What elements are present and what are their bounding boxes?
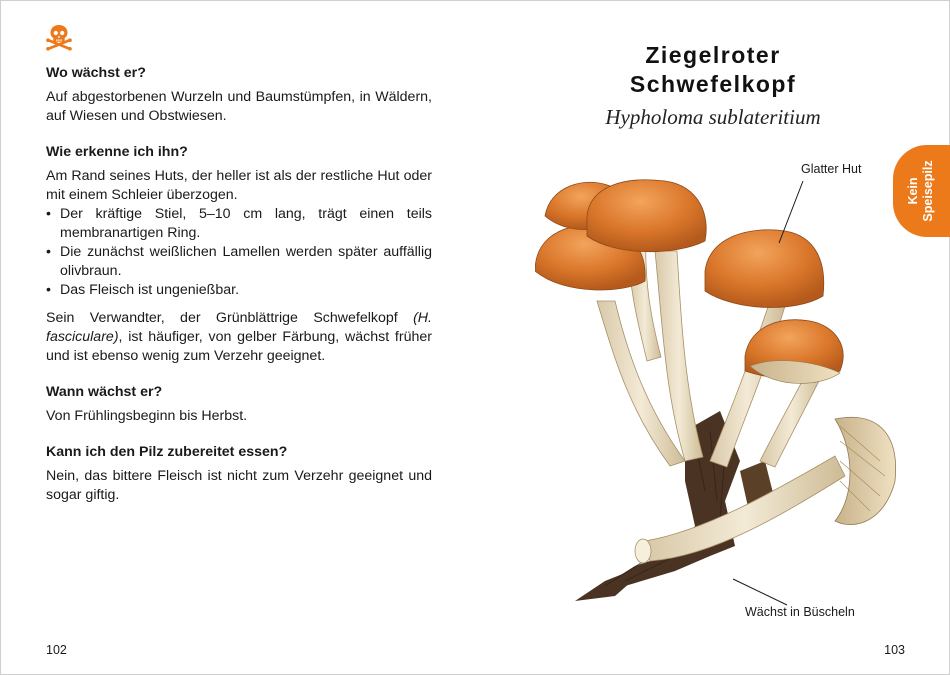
question-heading: Wo wächst er? [46,65,146,81]
left-page [1,1,475,674]
section-where [46,64,432,126]
list-item: • Die zunächst weißlichen Lamellen werden später auffällig olivbraun. [46,243,432,281]
question-heading: Wann wächst er? [46,384,163,400]
list-item: • Der kräftige Stiel, 5–10 cm lang, trägt einen teils membranartigen Ring. [46,205,432,243]
page-number: 102 [46,643,67,657]
question-heading: Wie erkenne ich ihn? [46,144,188,160]
tab-line-2: Speisepilz [921,160,935,222]
cluster-leader-line [733,579,787,605]
answer-text: Von Frühlingsbeginn bis Herbst. [46,408,248,424]
tab-line-1: Kein [906,177,920,205]
relative-note-text-end: , ist häufiger, von gelber Färbung, wächst früher und ist ebenso wenig zum Verzehr geeignet. [46,329,432,364]
label-smooth-cap: Glatter Hut [801,162,862,176]
text-column [46,64,432,522]
title-line: Ziegelroter [645,42,781,68]
feature-list [46,205,432,300]
section-when [46,383,432,426]
relative-note [46,309,432,366]
mushroom-illustration [535,161,915,621]
list-item: • Das Fleisch ist ungenießbar. [46,281,432,300]
species-title [545,41,881,99]
section-edible [46,443,432,505]
relative-species-name: (H. fasciculare) [46,310,432,345]
answer-text: Nein, das bittere Fleisch ist nicht zum Verzehr geeignet und sogar giftig. [46,468,432,503]
answer-text: Auf abgestorbenen Wurzeln und Baumstümpfen, in Wäldern, auf Wiesen und Obstwiesen. [46,89,432,124]
right-page [475,1,949,674]
skull-crossbones-icon [44,23,74,53]
latin-name: Hypholoma sublateritium [605,105,821,129]
answer-text: Am Rand seines Huts, der heller ist als der restliche Hut oder mit einem Schleier überzogen. [46,168,432,203]
question-heading: Kann ich den Pilz zubereitet essen? [46,444,288,460]
section-identify [46,143,432,366]
title-line: Schwefelkopf [629,71,797,97]
page-number: 103 [884,643,905,657]
relative-note-text: Sein Verwandter, der Grünblättrige Schwefelkopf [46,310,414,326]
label-clusters: Wächst in Büscheln [745,605,855,619]
